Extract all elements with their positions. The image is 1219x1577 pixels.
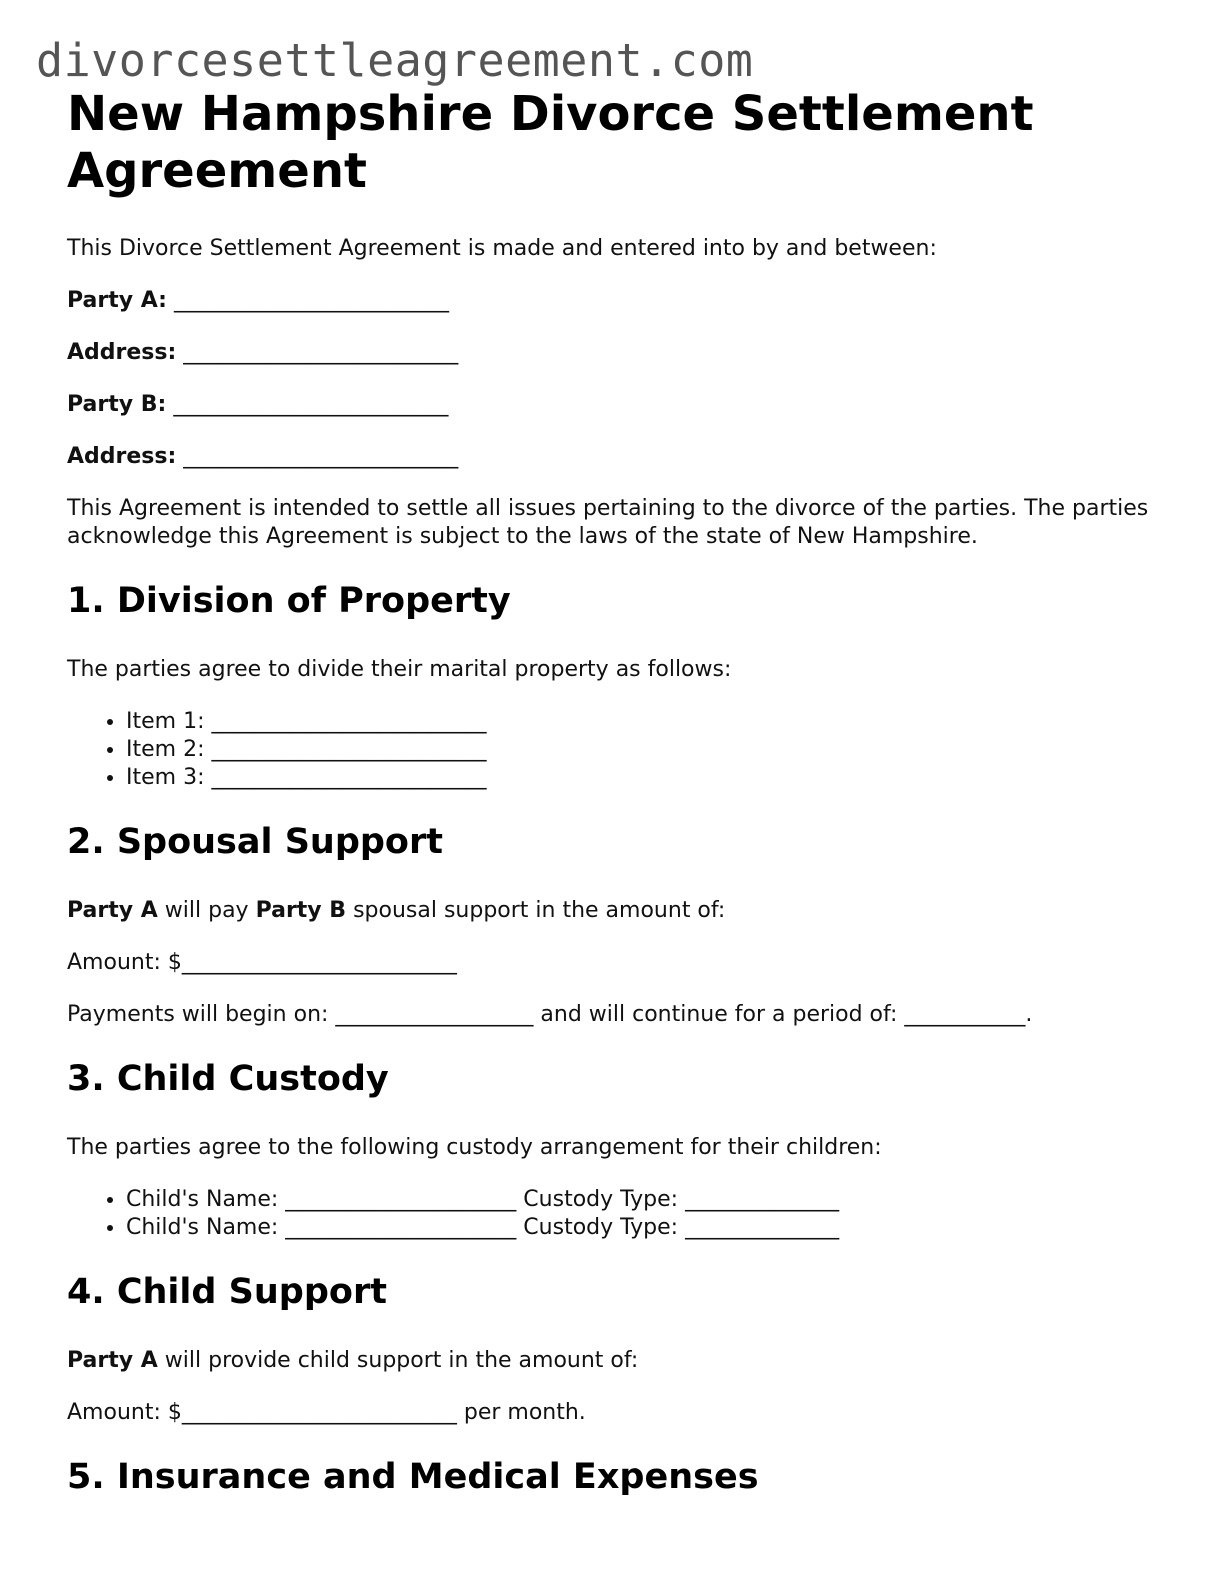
field-label: Address: (67, 444, 177, 469)
list-item: • Item 3: _________________________ (126, 764, 1177, 792)
party-a-address-blank[interactable]: _________________________ (183, 340, 459, 365)
purpose-text: This Agreement is intended to settle all issues pertaining to the divorce of the parties. The parties acknowledge this Agreement is subject to the laws of the state of New Hampshire. (67, 496, 1149, 549)
party-a-field (67, 287, 1177, 315)
property-text: The parties agree to divide their marital property as follows: (67, 657, 732, 682)
connector-text: spousal support in the amount of: (346, 898, 726, 923)
party-a-blank[interactable]: _________________________ (173, 288, 449, 313)
field-label: Address: (67, 340, 177, 365)
custody-text: The parties agree to the following custody arrangement for their children: (67, 1135, 882, 1160)
party-b-address-field (67, 443, 1177, 471)
watermark: divorcesettleagreement.com (36, 34, 754, 87)
child-support-amount-field[interactable]: Amount: $_________________________ per month. (67, 1400, 586, 1425)
section-heading-property: 1. Division of Property (67, 581, 511, 621)
list-item: • Child's Name: _____________________ Custody Type: ______________ (126, 1214, 1177, 1242)
field-label: Party B: (67, 392, 167, 417)
party-b-address-blank[interactable]: _________________________ (183, 444, 459, 469)
connector-text: will provide child support in the amount of: (157, 1348, 639, 1373)
connector-text: will pay (157, 898, 256, 923)
section-heading-child-support: 4. Child Support (67, 1272, 387, 1312)
list-item: • Item 1: _________________________ (126, 708, 1177, 736)
custody-list (67, 1186, 1177, 1242)
section-heading-spousal-support: 2. Spousal Support (67, 822, 443, 862)
list-item: • Item 2: _________________________ (126, 736, 1177, 764)
party-b-name: Party B (255, 898, 347, 923)
field-label: Party A: (67, 288, 167, 313)
intro-text: This Divorce Settlement Agreement is made and entered into by and between: (67, 236, 937, 261)
spousal-payments-field[interactable]: Payments will begin on: __________________ and will continue for a period of: ___________. (67, 1002, 1033, 1027)
property-list (67, 708, 1177, 792)
spousal-amount-field[interactable]: Amount: $_________________________ (67, 950, 457, 975)
party-a-name: Party A (67, 1348, 158, 1373)
spousal-support-text (67, 897, 1177, 925)
list-item: • Child's Name: _____________________ Custody Type: ______________ (126, 1186, 1177, 1214)
section-heading-insurance: 5. Insurance and Medical Expenses (67, 1457, 759, 1497)
child-support-text (67, 1347, 1177, 1375)
party-a-name: Party A (67, 898, 158, 923)
party-a-address-field (67, 339, 1177, 367)
party-b-blank[interactable]: _________________________ (173, 392, 449, 417)
section-heading-child-custody: 3. Child Custody (67, 1059, 389, 1099)
document-title: New Hampshire Divorce Settlement Agreement (67, 86, 1034, 199)
party-b-field (67, 391, 1177, 419)
document-page (67, 86, 1177, 1499)
